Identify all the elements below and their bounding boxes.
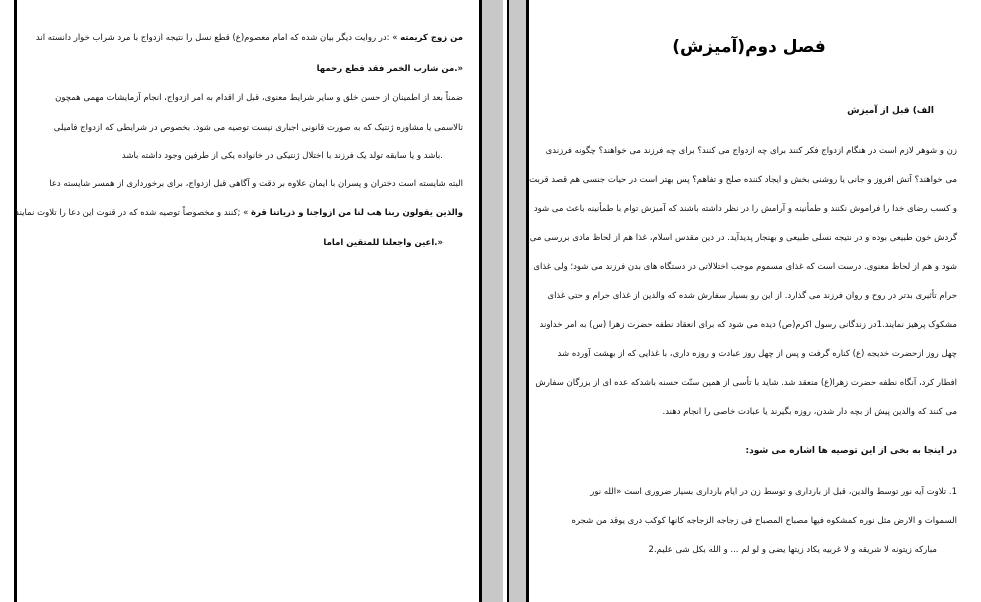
left-line-1-text: » :در روایت دیگر بیان شده که امام معصوم(ع) قطع نسل را نتیجه ازدواج با مرد شراب خوار دانسته اند	[35, 33, 401, 43]
list-line-3: مبارکه زیتونه لا شریقه و لا غربیه یکاد زیتها یضی و لو لم ... و الله بکل شی علیم.2	[648, 545, 937, 555]
left-line-5	[122, 151, 443, 162]
left-line-4	[54, 123, 463, 134]
left-line-7	[15, 208, 463, 219]
para-line-8: چهل روز ازحضرت خدیجه (ع) کناره گرفت و پس از چهل روز عبادت و روزه داری، با غذایی که از بهشت آورده شد	[557, 349, 957, 359]
left-line-2	[317, 64, 463, 75]
left-line-6-text: البته شایسته است دختران و پسران با ایمان علاوه بر دقت و آگاهی قبل ازدواج، برای برخورداری از همسر شایسته دعا	[49, 179, 463, 189]
left-line-1-bold: من زوج کریمته	[400, 33, 463, 43]
page-gutter-2	[509, 0, 526, 602]
left-line-3-text: ضمناً بعد از اطمینان از حسن خلق و سایر شرایط معنوی، قبل از اقدام به امر ازدواج، انجام آزمایشات مهمی همچون	[55, 93, 463, 103]
list-line-1: 1. تلاوت آیه نور توسط والدین، قبل از بارداری و توسط زن در ایام بارداری بسیار ضروری است «الله نور	[590, 487, 957, 497]
left-line-8	[323, 238, 443, 249]
left-line-3	[55, 93, 463, 104]
left-line-7-bold: والذین یقولون ربنا هب لنا من ازواجنا و ذریاتنا قرة	[250, 208, 463, 218]
chapter-title: فصل دوم(آمیزش)	[672, 37, 826, 57]
right-page	[529, 0, 981, 602]
para-line-3: و کسب رضای خدا را فراموش نکنند و طمأنینه و آرامش را در نظر داشته باشند که آمیزش توام با طمأنینه باعث می شود	[533, 204, 957, 214]
para-line-2: می خواهند؟ آتش افروز و جانی یا روشنی بخش و ایجاد کننده صلح و تفاهم؟ پس بهتر است در حیات جنسی هم قصد قربت	[529, 175, 957, 185]
para-line-10: می کنند که والدین پیش از بچه دار شدن، روزه بگیرند یا عبادت خاصی را انجام دهند.	[662, 407, 957, 417]
para-line-5: شود و هم از لحاظ معنوی. درست است که غذای مسموم موجب اختلالاتی در دستگاه های بدن فرزند می شود؛ ولی غذای	[533, 262, 957, 272]
list-line-2: السموات و الارض مثل نوره کمشکوه فیها مصباح المصباح فی زجاجه الزجاجه کانها کوکب دری یوقد من شجره	[571, 516, 957, 526]
para-line-1: زن و شوهر لازم است در هنگام ازدواج فکر کنند برای چه ازدواج می کنند؟ برای چه فرزند می خواهند؟ چگونه فرزندی	[545, 146, 957, 156]
left-page	[17, 0, 479, 602]
left-line-6	[49, 179, 463, 190]
left-line-1	[36, 33, 463, 44]
section-a-heading: الف) قبل از آمیزش	[847, 106, 934, 116]
para-line-7: مشکوک پرهیز نمایند.1در زندگانی رسول اکرم(ص) دیده می شود که برای انعقاد نطفه حضرت زهرا (س) به امر خداوند	[539, 320, 957, 330]
para-line-9: افطار کرد، آنگاه نطفه حضرت زهرا(ع) منعقد شد. شاید با تأسی از همین سنّت حسنه باشدکه عده ای از بزرگان سفارش	[535, 378, 957, 388]
left-line-8-bold: «.اعین واجعلنا للمتقین اماما	[323, 238, 443, 248]
section-b-heading: در اینجا به بخی از این توصیه ها اشاره می شود:	[745, 446, 957, 456]
para-line-4: گردش خون طبیعی بوده و در نتیجه نسلی طبیعی و بهنجار پدیدآید. در دین مقدس اسلام، غذا هم از لحاظ مادی بررسی می	[529, 233, 957, 243]
left-line-4-text: تالاسمی یا مشاوره ژنتیک که به صورت قانونی اجباری نیست توصیه می شود. بخصوص در شرایطی که ازدواج فامیلی	[53, 123, 463, 133]
left-line-7-text: » ;کنند و مخصوصاً توصیه شده که در قنوت این دعا را تلاوت نمایند	[15, 208, 251, 218]
page-gutter	[482, 0, 503, 602]
left-line-5-text: .باشد و یا سابقه تولد یک فرزند با اختلال ژنتیکی در خانواده یکی از طرفین وجود داشته باشد	[121, 151, 443, 161]
para-line-6: حرام تأثیری بدتر در روح و روان فرزند می گذارد. از این رو بسیار سفارش شده که والدین از غذای حرام و حتی غذای	[547, 291, 957, 301]
left-line-2-bold: «.من شارب الخمر فقد قطع رحمها	[316, 64, 463, 74]
